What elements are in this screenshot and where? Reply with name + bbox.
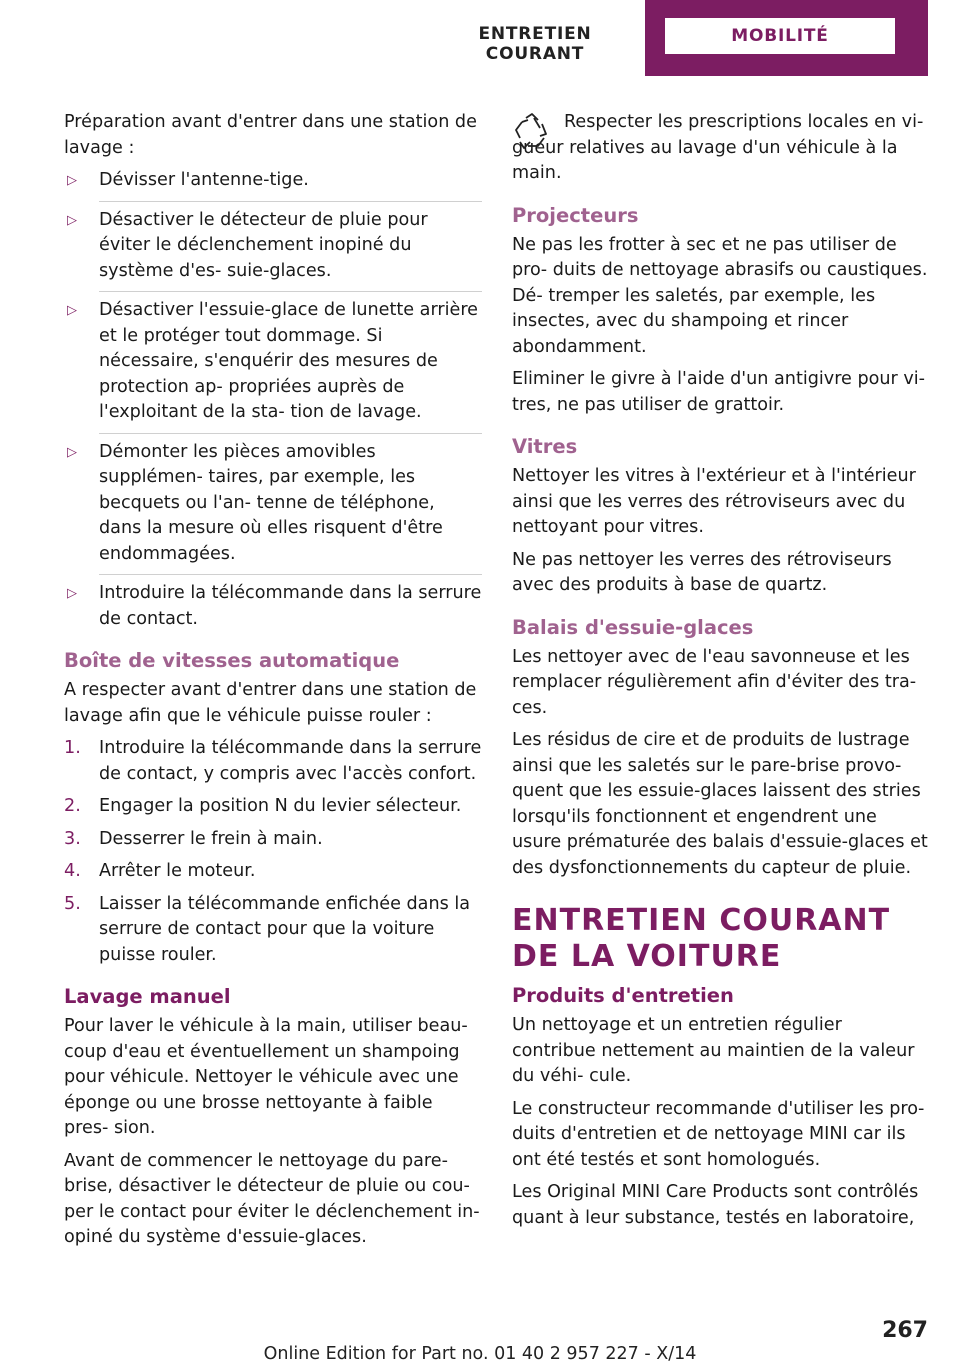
step-number: 4. (64, 861, 81, 881)
care-paragraph: Les Original MINI Care Products sont contrôlés quant à leur substance, testés en laboratoire, (512, 1182, 919, 1228)
wiper-blades-paragraph: Les nettoyer avec de l'eau savonneuse et les remplacer régulièrement afin d'éviter des tra‐ ces. (512, 646, 917, 718)
section-title: ENTRETIEN COURANT (478, 24, 592, 64)
chapter-tab[interactable] (645, 0, 928, 76)
gearbox-intro: A respecter avant d'entrer dans une station de lavage afin que le véhicule puisse rouler : (64, 680, 477, 726)
step-number: 2. (64, 796, 81, 816)
right-column (512, 110, 930, 1238)
step-number: 3. (64, 828, 81, 849)
wash-station-intro: Préparation avant d'entrer dans une station de lavage : (64, 112, 477, 158)
list-item: ▷ Démonter les pièces amovibles supplémen‐ taires, par exemple, les becquets ou l'an‐ tenne de téléphone, dans la mesure où elles risquent d'être endommagées. (67, 441, 443, 564)
triangle-bullet-icon: ▷ (67, 444, 77, 460)
headlights-paragraph: Ne pas les frotter à sec et ne pas utiliser de pro‐ duits de nettoyage abrasifs ou caustiques. Dé‐ tremper les saletés, par exemple, les insectes, avec du shampoing et rincer abondamment. (512, 234, 928, 357)
triangle-bullet-icon: ▷ (67, 173, 77, 188)
windows-paragraph: Nettoyer les vitres à l'extérieur et à l'intérieur ainsi que les verres des rétroviseurs avec du nettoyant pour vitres. (512, 466, 916, 537)
triangle-bullet-icon: ▷ (67, 586, 77, 601)
care-products-heading: Produits d'entretien (512, 984, 734, 1007)
list-item: 1. Introduire la télécommande dans la serrure de contact, y compris avec l'accès confort. (64, 738, 482, 784)
list-item: ▷ Dévisser l'antenne-tige. (64, 168, 482, 194)
gearbox-steps (64, 736, 482, 968)
list-item: 2. Engager la position N du levier sélecteur. (64, 794, 482, 820)
step-number: 5. (64, 893, 81, 914)
environment-note-text: Respecter les prescriptions locales en vi‐ gueur relatives au lavage d'un véhicule à la main. (512, 112, 924, 183)
list-item: ▷ Introduire la télécommande dans la serrure de contact. (67, 583, 482, 629)
edition-note: Online Edition for Part no. 01 40 2 957 227 - X/14 (263, 1344, 697, 1364)
care-paragraph: Le constructeur recommande d'utiliser les pro‐ duits d'entretien et de nettoyage MINI car ils ont été testés et sont homologués. (512, 1098, 925, 1170)
care-paragraph: Un nettoyage et un entretien régulier contribue nettement au maintien de la valeur du véhi‐ cule. (512, 1015, 915, 1086)
list-item: 3. Desserrer le frein à main. (64, 827, 482, 853)
windows-heading: Vitres (512, 435, 578, 458)
triangle-bullet-icon: ▷ (67, 212, 77, 228)
gearbox-heading: Boîte de vitesses automatique (64, 649, 400, 672)
step-number: 1. (64, 738, 81, 758)
list-item: ▷ Désactiver le détecteur de pluie pour éviter le déclenchement inopiné du système d'es‐ suie-glaces. (67, 209, 428, 281)
page-number: 267 (882, 1318, 928, 1343)
manual-wash-paragraph: Avant de commencer le nettoyage du pare- brise, désactiver le détecteur de pluie ou cou‐ per le contact pour éviter le déclenchement in‐ opiné du système d'essuie-glaces. (64, 1150, 480, 1247)
wash-station-checklist (64, 168, 482, 632)
divider (99, 201, 482, 202)
care-section-title: ENTRETIEN COURANT DE LA VOITURE (512, 903, 891, 974)
divider (99, 291, 482, 292)
divider (99, 574, 482, 575)
triangle-bullet-icon: ▷ (67, 303, 77, 318)
chapter-tab-label: MOBILITÉ (665, 18, 895, 54)
windows-paragraph: Ne pas nettoyer les verres des rétroviseurs avec des produits à base de quartz. (512, 549, 892, 595)
list-item: 5. Laisser la télécommande enfichée dans la serrure de contact pour que la voiture puisse rouler. (64, 893, 471, 965)
recycle-icon (512, 112, 552, 152)
headlights-heading: Projecteurs (512, 203, 639, 227)
wiper-blades-heading: Balais d'essuie-glaces (512, 615, 754, 639)
wiper-blades-paragraph: Les résidus de cire et de produits de lustrage ainsi que les saletés sur le pare-brise provo‐ quent que les essuie-glaces laissent des stries lorsqu'ils fonctionnent et engendrent une usure prématurée des balais d'essuie-glaces et des dysfonctionnements du capteur de pluie. (512, 730, 928, 878)
divider (99, 433, 482, 434)
page-header (0, 0, 960, 78)
manual-wash-heading: Lavage manuel (64, 985, 231, 1008)
page-footer (0, 1318, 960, 1362)
headlights-paragraph: Eliminer le givre à l'aide d'un antigivre pour vi‐ tres, ne pas utiliser de grattoir. (512, 369, 926, 415)
list-item: ▷ Désactiver l'essuie-glace de lunette arrière et le protéger tout dommage. Si nécessaire, s'enquérir des mesures de protection ap‐ propriées auprès de l'exploitant de la sta‐ tion de lavage. (67, 300, 478, 422)
manual-wash-paragraph: Pour laver le véhicule à la main, utiliser beau‐ coup d'eau et éventuellement un shampoing pour véhicule. Nettoyer le véhicule avec une éponge ou une brosse nettoyante à faible pres‐ sion. (64, 1016, 468, 1138)
left-column (64, 110, 482, 1258)
list-item: 4. Arrêter le moteur. (64, 859, 482, 885)
environment-note (512, 110, 930, 187)
